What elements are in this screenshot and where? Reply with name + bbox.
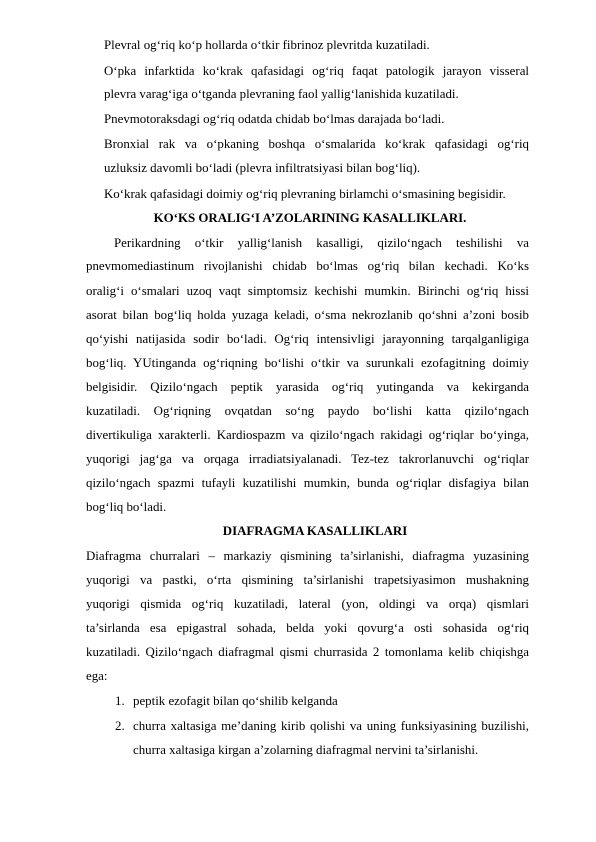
paragraph-line: ega: [86, 669, 108, 683]
intro-line: O‘pka infarktida ko‘krak qafasidagi og‘riq faqat patologik jarayon visseral [104, 64, 529, 78]
paragraph-line: yuqorigi qismida og‘riq kuzatiladi, lateral (yon, oldingi va orqa) qismlari [86, 597, 529, 611]
paragraph-line: pnevmomediastinum rivojlanishi chidab bo‘lmas og‘riq bilan kechadi. Ko‘ks [86, 259, 529, 273]
paragraph-line: qo‘yishi natijasida sodir bo‘ladi. Og‘riq intensivligi jarayonning tarqalganligiga [86, 332, 529, 346]
list-item: churra xaltasiga me’daning kirib qolishi va uning funksiyasining buzilishi, [133, 719, 529, 733]
paragraph-line: divertikuliga xarakterli. Kardiospazm va qizilo‘ngach rakidagi og‘riqlar bo‘yinga, [86, 428, 529, 442]
paragraph-line: asorat bilan bog‘liq holda yuzaga keladi, o‘sma nekrozlanib qo‘shni a’zoni bosib [86, 308, 529, 322]
paragraph-line: yuqorigi jag‘ga va orqaga irradiatsiyalanadi. Tez-tez takrorlanuvchi og‘riqlar [86, 452, 529, 466]
paragraph-line: bog‘liq bo‘ladi. [86, 500, 167, 514]
intro-line: Ko‘krak qafasidagi doimiy og‘riq plevraning birlamchi o‘smasining begisidir. [104, 187, 506, 201]
section-heading: DIAFRAGMA KASALLIKLARI [222, 524, 408, 538]
list-number: 1. [115, 694, 125, 708]
paragraph-line: Perikardning o‘tkir yallig‘lanish kasalligi, qizilo‘ngach teshilishi va [114, 236, 529, 250]
paragraph-line: Diafragma churralari – markaziy qismining ta’sirlanishi, diafragma yuzasining [86, 549, 529, 563]
intro-line: Plevral og‘riq ko‘p hollarda o‘tkir fibrinoz plevritda kuzatiladi. [104, 38, 430, 52]
intro-line: Bronxial rak va o‘pkaning boshqa o‘smalarida ko‘krak qafasidagi og‘riq [104, 137, 529, 151]
paragraph-line: belgisidir. Qizilo‘ngach peptik yarasida og‘riq yutinganda va kekirganda [86, 380, 529, 394]
paragraph-line: qizilo‘ngach spazmi tufayli kuzatilishi mumkin, bunda og‘riqlar disfagiya bilan [86, 476, 529, 490]
paragraph-line: yuqorigi va pastki, o‘rta qismining ta’sirlanishi trapetsiyasimon mushakning [86, 573, 529, 587]
paragraph-line: kuzatiladi. Qizilo‘ngach diafragmal qismi churrasida 2 tomonlama kelib chiqishga [86, 645, 529, 659]
paragraph-line: kuzatiladi. Og‘riqning ovqatdan so‘ng paydo bo‘lishi katta qizilo‘ngach [86, 404, 529, 418]
list-item-continuation: churra xaltasiga kirgan a’zolarning diafragmal nervini ta’sirlanishi. [133, 743, 479, 757]
paragraph-line: ta’sirlanda esa epigastral sohada, belda yoki qovurg‘a osti sohasida og‘riq [86, 621, 529, 635]
intro-line: Pnevmotoraksdagi og‘riq odatda chidab bo‘lmas darajada bo‘ladi. [104, 112, 445, 126]
paragraph-line: bog‘liq. YUtinganda og‘riqning bo‘lishi o‘tkir va surunkali ezofagitning doimiy [86, 356, 529, 370]
intro-line: uzluksiz davomli bo‘ladi (plevra infiltratsiyasi bilan bog‘liq). [104, 161, 421, 175]
list-number: 2. [115, 719, 125, 733]
section-heading: KO‘KS ORALIG‘I A’ZOLARINING KASALLIKLARI. [153, 211, 467, 225]
list-item: peptik ezofagit bilan qo‘shilib kelganda [133, 694, 338, 708]
intro-line: plevra varag‘iga o‘tganda plevraning faol yallig‘lanishida kuzatiladi. [104, 87, 459, 101]
paragraph-line: oralig‘i o‘smalari uzoq vaqt simptomsiz kechishi mumkin. Birinchi og‘riq hissi [86, 284, 529, 298]
